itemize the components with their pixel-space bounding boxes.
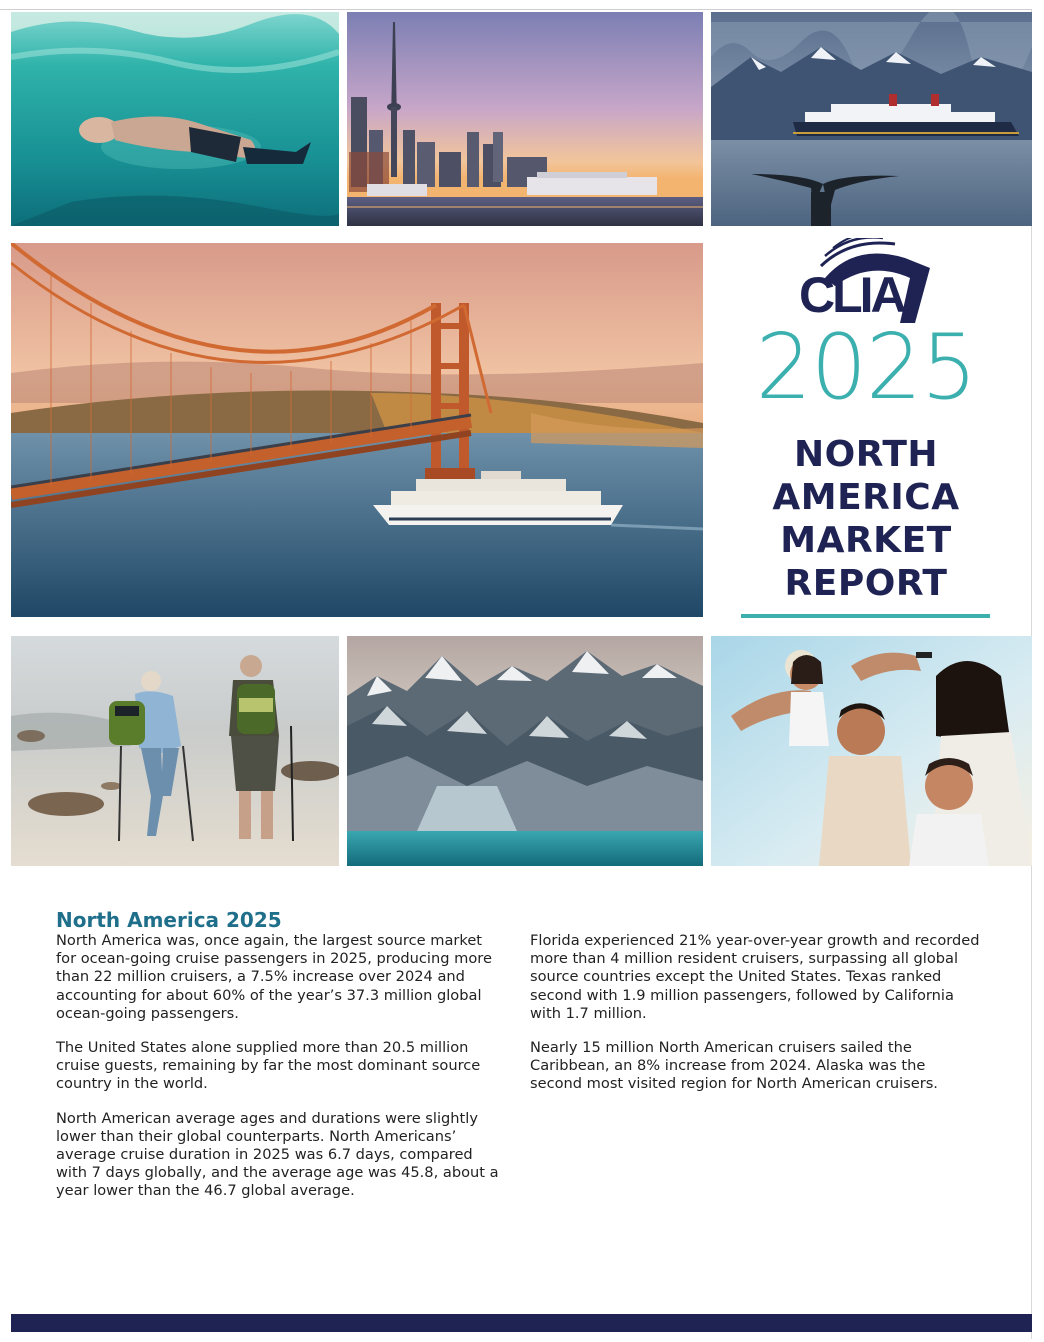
title-underline xyxy=(741,614,990,618)
photo-toronto-skyline xyxy=(347,12,703,226)
article-paragraph: North American average ages and durations were slightly lower than their global counterparts. North Americans’ average cruise duration in 2025 was 6.7 days, compared with 7 days globally, and the average age was 45.8, about a year lower than the 46.7 global average. xyxy=(56,1109,499,1200)
article-paragraph: Florida experienced 21% year-over-year growth and recorded more than 4 million resident cruisers, surpassing all global source countries except the United States. Texas ranked second with 1.9 million passengers, followed by California with 1.7 million. xyxy=(530,932,980,1022)
photo-snorkeler xyxy=(11,12,339,226)
report-title xyxy=(740,433,992,605)
article-paragraph: The United States alone supplied more than 20.5 million cruise guests, remaining by far the most dominant source country in the world. xyxy=(56,1039,481,1093)
photo-glacier-mountains xyxy=(347,636,703,866)
article-column-left xyxy=(56,932,506,1217)
photo-hikers-beach xyxy=(11,636,339,866)
article-paragraph: Nearly 15 million North American cruisers sailed the Caribbean, an 8% increase from 2024. Alaska was the second most visited region for North American cruisers. xyxy=(530,1039,938,1093)
section-heading: North America 2025 xyxy=(56,908,282,932)
report-title-line: AMERICA xyxy=(772,477,960,518)
clia-logo-text: CLIA xyxy=(799,267,904,323)
photo-happy-family xyxy=(711,636,1032,866)
photo-golden-gate-cruise xyxy=(11,243,703,617)
report-title-line: REPORT xyxy=(784,563,948,604)
footer-bar xyxy=(11,1314,1032,1332)
photo-alaska-cruise-whale xyxy=(711,12,1032,226)
report-title-line: NORTH xyxy=(793,434,939,475)
article-paragraph: North America was, once again, the largest source market for ocean-going cruise passengers in 2025, producing more than 22 million cruisers, a 7.5% increase over 2024 and accounting for about 60% of the year’s 37.3 million global ocean-going passengers. xyxy=(56,932,492,1022)
report-year: 2025 xyxy=(755,315,977,420)
article-column-right xyxy=(530,932,982,1110)
report-title-line: MARKET xyxy=(780,520,952,561)
